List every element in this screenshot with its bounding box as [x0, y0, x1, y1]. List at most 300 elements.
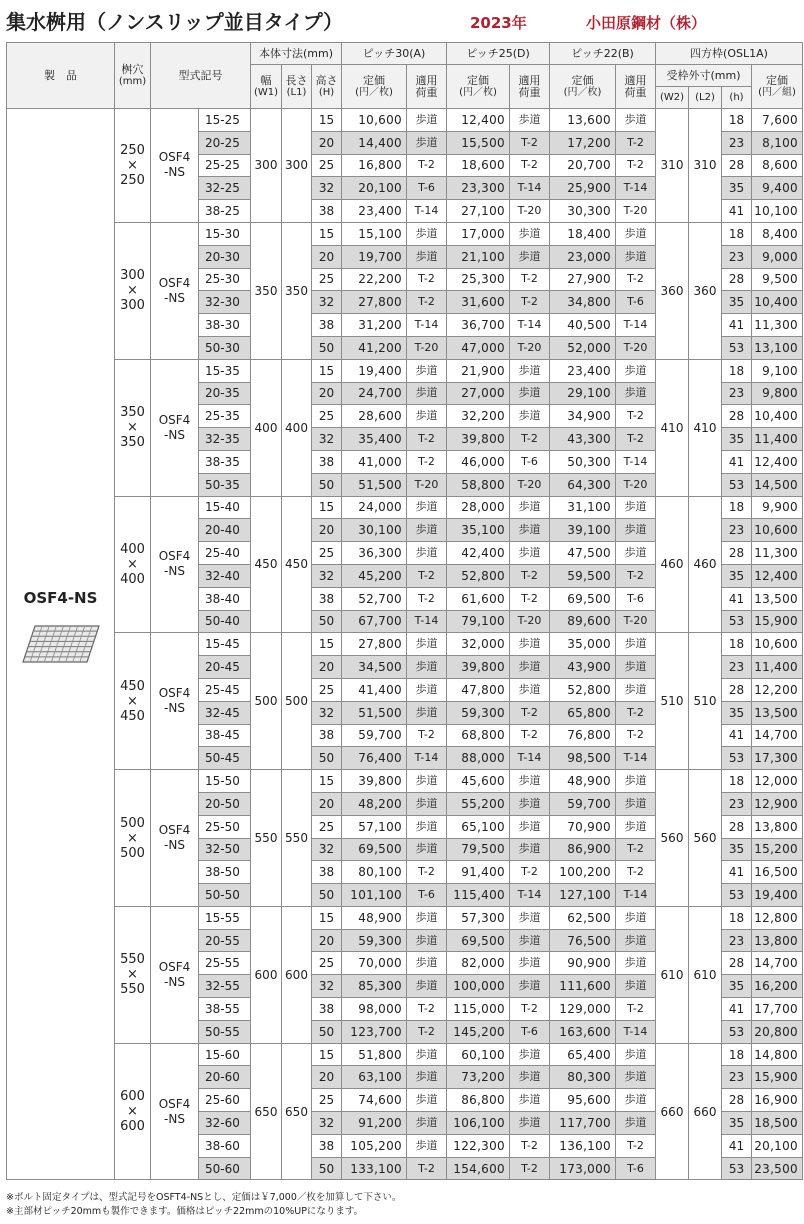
price-pitch25: 17,000 [447, 222, 510, 245]
price-pitch22: 65,800 [550, 701, 616, 724]
frame-height: 18 [722, 1043, 752, 1066]
price-pitch25: 28,000 [447, 496, 510, 519]
load-pitch30: 歩道 [407, 1089, 447, 1112]
masu-size-part: × [127, 967, 138, 983]
model-code: 38-50 [199, 861, 251, 884]
load-pitch25: T-2 [510, 1157, 550, 1180]
load-pitch30: 歩道 [407, 496, 447, 519]
height-h: 20 [312, 245, 342, 268]
price-pitch30: 51,800 [342, 1043, 407, 1066]
price-pitch22: 34,900 [550, 405, 616, 428]
height-h: 38 [312, 724, 342, 747]
price-pitch30: 19,700 [342, 245, 407, 268]
series-code-part: -NS [164, 974, 185, 989]
height-h: 32 [312, 1112, 342, 1135]
price-pitch22: 100,200 [550, 861, 616, 884]
frame-height: 53 [722, 610, 752, 633]
load-pitch25: 歩道 [510, 1066, 550, 1089]
load-pitch22: T-2 [616, 861, 656, 884]
header-frame-price: 定価 (円／組) [752, 65, 803, 109]
price-pitch25: 36,700 [447, 314, 510, 337]
load-pitch22: 歩道 [616, 222, 656, 245]
header-load-25: 適用 荷重 [510, 65, 550, 109]
price-pitch30: 133,100 [342, 1157, 407, 1180]
frame-height: 41 [722, 200, 752, 223]
model-code: 32-40 [199, 564, 251, 587]
model-code: 50-30 [199, 336, 251, 359]
frame-price: 11,300 [752, 314, 803, 337]
price-pitch22: 48,900 [550, 770, 616, 793]
price-pitch22: 64,300 [550, 473, 616, 496]
model-code: 20-35 [199, 382, 251, 405]
frame-height: 53 [722, 336, 752, 359]
frame-height: 28 [722, 1089, 752, 1112]
load-pitch25: T-14 [510, 177, 550, 200]
price-pitch30: 70,000 [342, 952, 407, 975]
price-pitch25: 60,100 [447, 1043, 510, 1066]
load-pitch30: 歩道 [407, 701, 447, 724]
load-pitch22: T-14 [616, 314, 656, 337]
header-product: 製 品 [7, 43, 115, 109]
load-pitch22: 歩道 [616, 359, 656, 382]
series-code [151, 222, 199, 359]
load-pitch22: 歩道 [616, 952, 656, 975]
frame-height: 23 [722, 519, 752, 542]
load-pitch22: T-2 [616, 268, 656, 291]
frame-price: 9,500 [752, 268, 803, 291]
model-code: 38-35 [199, 450, 251, 473]
frame-height: 41 [722, 724, 752, 747]
page-title: 集水桝用（ノンスリップ並目タイプ） [6, 10, 343, 34]
load-pitch22: 歩道 [616, 929, 656, 952]
model-code: 20-45 [199, 656, 251, 679]
frame-price: 13,100 [752, 336, 803, 359]
price-pitch22: 90,900 [550, 952, 616, 975]
load-pitch25: 歩道 [510, 656, 550, 679]
load-pitch25: T-14 [510, 314, 550, 337]
table-row [7, 1043, 803, 1066]
price-pitch22: 43,900 [550, 656, 616, 679]
frame-price: 12,800 [752, 906, 803, 929]
frame-price: 8,400 [752, 222, 803, 245]
load-pitch25: 歩道 [510, 1112, 550, 1135]
load-pitch30: 歩道 [407, 131, 447, 154]
price-pitch30: 24,000 [342, 496, 407, 519]
load-pitch30: T-2 [407, 861, 447, 884]
model-code: 15-35 [199, 359, 251, 382]
price-pitch22: 127,100 [550, 884, 616, 907]
series-code [151, 770, 199, 907]
model-code: 38-30 [199, 314, 251, 337]
frame-height: 41 [722, 314, 752, 337]
header-price-25: 定価 (円／枚) [447, 65, 510, 109]
frame-l2: 410 [689, 359, 722, 496]
height-h: 32 [312, 701, 342, 724]
frame-price: 13,800 [752, 929, 803, 952]
height-h: 32 [312, 564, 342, 587]
masu-size [115, 109, 151, 223]
height-h: 25 [312, 542, 342, 565]
load-pitch30: T-2 [407, 1020, 447, 1043]
price-pitch30: 52,700 [342, 587, 407, 610]
header-w2: (W2) [656, 87, 689, 109]
height-h: 25 [312, 154, 342, 177]
width-w1: 550 [251, 770, 282, 907]
height-h: 38 [312, 450, 342, 473]
frame-height: 35 [722, 177, 752, 200]
price-pitch25: 61,600 [447, 587, 510, 610]
price-pitch30: 59,300 [342, 929, 407, 952]
frame-price: 13,500 [752, 701, 803, 724]
load-pitch25: T-14 [510, 747, 550, 770]
load-pitch30: T-6 [407, 884, 447, 907]
header-pitch22: ピッチ22(B) [550, 43, 656, 65]
height-h: 20 [312, 792, 342, 815]
height-h: 38 [312, 200, 342, 223]
height-h: 20 [312, 656, 342, 679]
price-pitch22: 111,600 [550, 975, 616, 998]
series-code-part: OSF4 [158, 959, 191, 974]
frame-w2: 410 [656, 359, 689, 496]
price-pitch22: 13,600 [550, 109, 616, 132]
frame-w2: 560 [656, 770, 689, 907]
length-l1: 450 [282, 496, 312, 633]
price-pitch30: 15,100 [342, 222, 407, 245]
masu-size-part: 400 [120, 571, 145, 587]
load-pitch22: T-2 [616, 1134, 656, 1157]
series-code-part: OSF4 [158, 1096, 191, 1111]
load-pitch30: T-2 [407, 154, 447, 177]
price-pitch25: 47,000 [447, 336, 510, 359]
frame-height: 23 [722, 382, 752, 405]
load-pitch30: T-2 [407, 268, 447, 291]
load-pitch22: 歩道 [616, 633, 656, 656]
load-pitch30: 歩道 [407, 906, 447, 929]
price-pitch25: 23,300 [447, 177, 510, 200]
frame-price: 15,900 [752, 1066, 803, 1089]
series-code [151, 1043, 199, 1180]
height-h: 20 [312, 519, 342, 542]
masu-size-part: × [127, 157, 138, 173]
price-pitch30: 63,100 [342, 1066, 407, 1089]
load-pitch30: 歩道 [407, 519, 447, 542]
frame-height: 23 [722, 792, 752, 815]
frame-w2: 510 [656, 633, 689, 770]
price-pitch22: 95,600 [550, 1089, 616, 1112]
header-price-22: 定価 (円／枚) [550, 65, 616, 109]
price-pitch30: 41,000 [342, 450, 407, 473]
width-w1: 600 [251, 906, 282, 1043]
series-code-part: -NS [164, 1111, 185, 1126]
price-pitch30: 57,100 [342, 815, 407, 838]
frame-height: 18 [722, 496, 752, 519]
table-body [7, 109, 803, 1180]
load-pitch25: 歩道 [510, 542, 550, 565]
length-l1: 550 [282, 770, 312, 907]
header-masu-ana: 桝穴 (mm) [115, 43, 151, 109]
height-h: 50 [312, 610, 342, 633]
price-pitch30: 28,600 [342, 405, 407, 428]
load-pitch30: T-6 [407, 177, 447, 200]
frame-l2: 310 [689, 109, 722, 223]
price-pitch22: 86,900 [550, 838, 616, 861]
load-pitch30: 歩道 [407, 1066, 447, 1089]
table-row [7, 359, 803, 382]
price-pitch22: 27,900 [550, 268, 616, 291]
masu-size-part: × [127, 420, 138, 436]
frame-price: 12,000 [752, 770, 803, 793]
price-pitch22: 43,300 [550, 428, 616, 451]
price-pitch25: 59,300 [447, 701, 510, 724]
model-code: 15-25 [199, 109, 251, 132]
frame-price: 15,200 [752, 838, 803, 861]
series-code [151, 496, 199, 633]
frame-price: 9,400 [752, 177, 803, 200]
price-pitch22: 25,900 [550, 177, 616, 200]
price-pitch30: 35,400 [342, 428, 407, 451]
height-h: 25 [312, 678, 342, 701]
height-h: 20 [312, 929, 342, 952]
frame-price: 15,900 [752, 610, 803, 633]
frame-height: 18 [722, 770, 752, 793]
frame-price: 9,900 [752, 496, 803, 519]
load-pitch25: T-2 [510, 587, 550, 610]
model-code: 15-40 [199, 496, 251, 519]
header-price-30: 定価 (円／枚) [342, 65, 407, 109]
height-h: 32 [312, 291, 342, 314]
price-pitch25: 31,600 [447, 291, 510, 314]
frame-height: 23 [722, 131, 752, 154]
frame-height: 35 [722, 291, 752, 314]
frame-l2: 510 [689, 633, 722, 770]
frame-l2: 560 [689, 770, 722, 907]
frame-height: 35 [722, 1112, 752, 1135]
frame-price: 10,100 [752, 200, 803, 223]
price-pitch30: 91,200 [342, 1112, 407, 1135]
width-w1: 350 [251, 222, 282, 359]
load-pitch30: 歩道 [407, 815, 447, 838]
load-pitch25: 歩道 [510, 109, 550, 132]
frame-price: 12,200 [752, 678, 803, 701]
model-code: 32-25 [199, 177, 251, 200]
length-l1: 400 [282, 359, 312, 496]
frame-height: 53 [722, 884, 752, 907]
frame-height: 41 [722, 450, 752, 473]
load-pitch25: 歩道 [510, 678, 550, 701]
frame-price: 12,400 [752, 564, 803, 587]
price-pitch22: 52,800 [550, 678, 616, 701]
load-pitch25: 歩道 [510, 838, 550, 861]
load-pitch25: T-2 [510, 564, 550, 587]
price-pitch30: 24,700 [342, 382, 407, 405]
frame-price: 13,800 [752, 815, 803, 838]
frame-price: 9,000 [752, 245, 803, 268]
load-pitch22: 歩道 [616, 770, 656, 793]
height-h: 38 [312, 998, 342, 1021]
price-pitch30: 34,500 [342, 656, 407, 679]
model-code: 32-35 [199, 428, 251, 451]
header-body-dim: 本体寸法(mm) [251, 43, 342, 65]
height-h: 25 [312, 815, 342, 838]
model-code: 15-30 [199, 222, 251, 245]
load-pitch22: T-2 [616, 154, 656, 177]
load-pitch30: 歩道 [407, 109, 447, 132]
height-h: 50 [312, 884, 342, 907]
height-h: 38 [312, 587, 342, 610]
length-l1: 650 [282, 1043, 312, 1180]
price-pitch30: 80,100 [342, 861, 407, 884]
header-frame-outer: 受枠外寸(mm) [656, 65, 752, 87]
load-pitch30: 歩道 [407, 1112, 447, 1135]
frame-l2: 610 [689, 906, 722, 1043]
load-pitch22: 歩道 [616, 1112, 656, 1135]
masu-size-part: 500 [120, 815, 145, 831]
load-pitch25: 歩道 [510, 975, 550, 998]
load-pitch25: T-2 [510, 268, 550, 291]
price-pitch25: 35,100 [447, 519, 510, 542]
price-pitch22: 65,400 [550, 1043, 616, 1066]
series-code-part: -NS [164, 290, 185, 305]
load-pitch30: 歩道 [407, 838, 447, 861]
load-pitch22: T-2 [616, 405, 656, 428]
header-load-30: 適用 荷重 [407, 65, 447, 109]
load-pitch22: T-6 [616, 291, 656, 314]
price-pitch25: 55,200 [447, 792, 510, 815]
load-pitch25: T-2 [510, 998, 550, 1021]
load-pitch22: 歩道 [616, 792, 656, 815]
masu-size [115, 1043, 151, 1180]
masu-size-part: × [127, 1104, 138, 1120]
frame-height: 28 [722, 815, 752, 838]
model-code: 20-60 [199, 1066, 251, 1089]
price-pitch25: 69,500 [447, 929, 510, 952]
price-pitch22: 50,300 [550, 450, 616, 473]
price-pitch30: 23,400 [342, 200, 407, 223]
width-w1: 300 [251, 109, 282, 223]
price-pitch30: 36,300 [342, 542, 407, 565]
height-h: 25 [312, 952, 342, 975]
price-pitch22: 62,500 [550, 906, 616, 929]
price-pitch25: 21,900 [447, 359, 510, 382]
height-h: 32 [312, 975, 342, 998]
frame-height: 18 [722, 109, 752, 132]
load-pitch22: 歩道 [616, 496, 656, 519]
price-pitch22: 23,000 [550, 245, 616, 268]
frame-height: 18 [722, 222, 752, 245]
price-pitch22: 52,000 [550, 336, 616, 359]
load-pitch25: T-6 [510, 450, 550, 473]
load-pitch22: T-14 [616, 450, 656, 473]
series-code-part: OSF4 [158, 412, 191, 427]
header-width: 幅 (W1) [251, 65, 282, 109]
load-pitch25: T-20 [510, 473, 550, 496]
price-pitch30: 41,200 [342, 336, 407, 359]
width-w1: 450 [251, 496, 282, 633]
price-pitch25: 115,000 [447, 998, 510, 1021]
price-pitch30: 69,500 [342, 838, 407, 861]
load-pitch30: 歩道 [407, 792, 447, 815]
price-pitch22: 69,500 [550, 587, 616, 610]
load-pitch25: T-20 [510, 200, 550, 223]
masu-size-part: 450 [120, 708, 145, 724]
frame-height: 28 [722, 268, 752, 291]
load-pitch22: T-2 [616, 998, 656, 1021]
height-h: 38 [312, 314, 342, 337]
load-pitch30: T-14 [407, 610, 447, 633]
model-code: 25-50 [199, 815, 251, 838]
load-pitch22: 歩道 [616, 245, 656, 268]
load-pitch22: T-2 [616, 564, 656, 587]
price-pitch30: 19,400 [342, 359, 407, 382]
load-pitch30: T-2 [407, 564, 447, 587]
load-pitch25: 歩道 [510, 792, 550, 815]
load-pitch25: T-2 [510, 724, 550, 747]
frame-price: 11,400 [752, 656, 803, 679]
frame-price: 10,600 [752, 519, 803, 542]
frame-price: 14,500 [752, 473, 803, 496]
price-pitch25: 15,500 [447, 131, 510, 154]
load-pitch22: 歩道 [616, 519, 656, 542]
load-pitch30: 歩道 [407, 952, 447, 975]
load-pitch30: T-2 [407, 998, 447, 1021]
model-code: 50-40 [199, 610, 251, 633]
frame-height: 35 [722, 564, 752, 587]
price-pitch22: 18,400 [550, 222, 616, 245]
height-h: 15 [312, 906, 342, 929]
load-pitch22: T-14 [616, 747, 656, 770]
load-pitch25: T-2 [510, 861, 550, 884]
frame-price: 9,800 [752, 382, 803, 405]
price-pitch25: 47,800 [447, 678, 510, 701]
price-pitch25: 91,400 [447, 861, 510, 884]
load-pitch25: T-14 [510, 884, 550, 907]
load-pitch22: T-20 [616, 473, 656, 496]
load-pitch22: 歩道 [616, 542, 656, 565]
model-code: 25-45 [199, 678, 251, 701]
model-code: 50-60 [199, 1157, 251, 1180]
header-h: (h) [722, 87, 752, 109]
load-pitch25: T-2 [510, 1134, 550, 1157]
frame-price: 14,700 [752, 952, 803, 975]
model-code: 20-50 [199, 792, 251, 815]
load-pitch22: 歩道 [616, 1089, 656, 1112]
frame-height: 23 [722, 245, 752, 268]
price-pitch30: 22,200 [342, 268, 407, 291]
price-pitch30: 48,900 [342, 906, 407, 929]
frame-height: 23 [722, 1066, 752, 1089]
frame-price: 19,400 [752, 884, 803, 907]
masu-size [115, 496, 151, 633]
price-pitch25: 79,100 [447, 610, 510, 633]
masu-size-part: 250 [120, 142, 145, 158]
frame-height: 23 [722, 656, 752, 679]
series-code-part: -NS [164, 838, 185, 852]
model-code: 25-25 [199, 154, 251, 177]
price-pitch22: 31,100 [550, 496, 616, 519]
model-code: 15-45 [199, 633, 251, 656]
frame-w2: 460 [656, 496, 689, 633]
load-pitch30: T-20 [407, 473, 447, 496]
model-code: 38-45 [199, 724, 251, 747]
price-pitch30: 105,200 [342, 1134, 407, 1157]
price-pitch30: 45,200 [342, 564, 407, 587]
header-frame: 四方枠(OSL1A) [656, 43, 803, 65]
table-row [7, 770, 803, 793]
price-pitch25: 52,800 [447, 564, 510, 587]
load-pitch22: T-20 [616, 336, 656, 359]
price-pitch30: 51,500 [342, 701, 407, 724]
price-pitch25: 68,800 [447, 724, 510, 747]
